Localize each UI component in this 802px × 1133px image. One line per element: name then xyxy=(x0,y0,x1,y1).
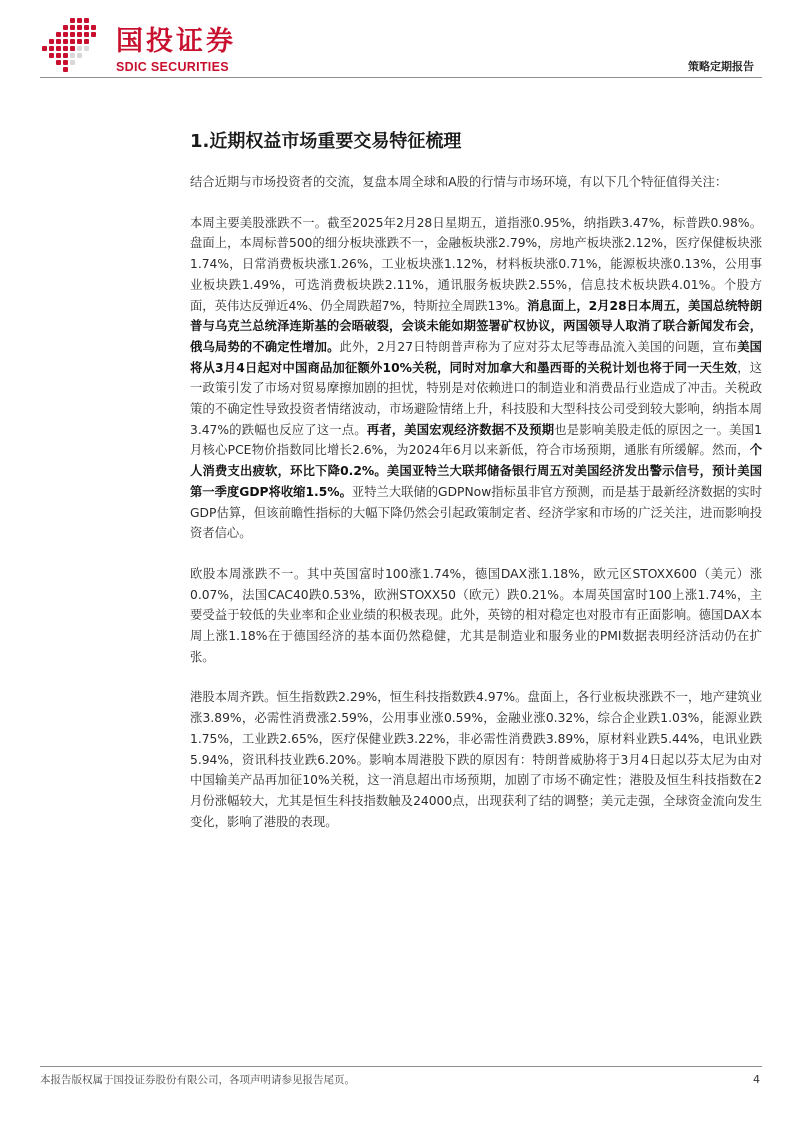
page-header xyxy=(0,0,802,84)
section-title: 1.近期权益市场重要交易特征梳理 xyxy=(190,131,462,152)
us-market-paragraph xyxy=(190,213,762,544)
report-type-label: 策略定期报告 xyxy=(688,60,754,73)
us-bold-3: 再者，美国宏观经济数据不及预期 xyxy=(366,422,555,437)
us-text-1: 本周主要美股涨跌不一。截至2025年2月28日星期五，道指涨0.95%，纳指跌3.47%，标普跌0.98%。盘面上，本周标普500的细分板块涨跌不一，金融板块涨2.79%，房地产板块涨2.12%，医疗保健板块涨1.74%，日常消费板块涨1.26%，工业板块涨1.12%，材料板块涨0.71%，能源板块涨0.13%，公用事业板块跌1.49%，可选消费板块跌2.11%，通讯服务板块跌2.55%，信息技术板块跌4.01%。个股方面，英伟达反弹近4%、仍全周跌超7%，特斯拉全周跌13%。 xyxy=(190,215,762,313)
header-divider xyxy=(40,77,762,78)
us-text-4: 也是影响美股走低的原因之一。美国1月核心PCE物价指数同比增长2.6%，为2024年6月以来新低，符合市场预期，通胀有所缓解。然而， xyxy=(190,422,762,458)
eu-market-paragraph: 欧股本周涨跌不一。其中英国富时100涨1.74%，德国DAX涨1.18%，欧元区STOXX600（美元）涨0.07%，法国CAC40跌0.53%，欧洲STOXX50（欧元）跌0.21%。本周英国富时100上涨1.74%，主要受益于较低的失业率和企业业绩的积极表现。此外，英镑的相对稳定也对股市有正面影响。德国DAX本周上涨1.18%在于德国经济的基本面仍然稳健，尤其是制造业和服务业的PMI数据表明经济活动仍在扩张。 xyxy=(190,566,762,664)
hk-market-paragraph: 港股本周齐跌。恒生指数跌2.29%，恒生科技指数跌4.97%。盘面上，各行业板块涨跌不一，地产建筑业涨3.89%，必需性消费涨2.59%，公用事业涨0.59%，金融业涨0.32%，综合企业跌1.03%，能源业跌1.75%，工业跌2.65%，医疗保健业跌3.22%，非必需性消费跌3.89%，原材料业跌5.44%，电讯业跌5.94%，资讯科技业跌6.20%。影响本周港股下跌的原因有：特朗普威胁将于3月4日起以芬太尼为由对中国输美产品再加征10%关税，这一消息超出市场预期，加剧了市场不确定性；港股及恒生科技指数在2月份涨幅较大，尤其是恒生科技指数触及24000点，出现获利了结的调整；美元走强，全球资金流向发生变化，影响了港股的表现。 xyxy=(190,690,762,829)
intro-paragraph: 结合近期与市场投资者的交流，复盘本周全球和A股的行情与市场环境，有以下几个特征值得关注： xyxy=(190,175,728,189)
us-text-5: 亚特兰大联储的GDPNow指标虽非官方预测，而是基于最新经济数据的实时GDP估算，但该前瞻性指标的大幅下降仍然会引起政策制定者、经济学家和市场的广泛关注，进而影响投资者信心。 xyxy=(190,484,762,541)
page-number: 4 xyxy=(753,1073,760,1086)
us-text-3: ，这一政策引发了市场对贸易摩擦加剧的担忧，特别是对依赖进口的制造业和消费品行业造成了冲击。关税政策的不确定性导致投资者情绪波动，市场避险情绪上升，科技股和大型科技公司受到较大影响，纳指本周3.47%的跌幅也反应了这一点。 xyxy=(190,360,762,437)
sdic-logo-icon xyxy=(40,16,102,78)
us-text-2: 此外，2月27日特朗普声称为了应对芬太尼等毒品流入美国的问题，宣布 xyxy=(339,339,738,354)
copyright-disclaimer: 本报告版权属于国投证券股份有限公司，各项声明请参见报告尾页。 xyxy=(40,1074,355,1086)
us-bold-4: 个人消费支出疲软，环比下降0.2%。美国亚特兰大联邦储备银行周五对美国经济发出警示信号，预计美国第一季度GDP将收缩1.5%。 xyxy=(190,443,762,499)
brand-name-cn: 国投证券 xyxy=(116,26,236,57)
footer-divider xyxy=(40,1066,762,1067)
report-body xyxy=(190,172,762,852)
brand-name-en: SDIC SECURITIES xyxy=(116,60,229,74)
us-bold-1: 消息面上，2月28日本周五，美国总统特朗普与乌克兰总统泽连斯基的会晤破裂，会谈未能如期签署矿权协议，两国领导人取消了联合新闻发布会，俄乌局势的不确定性增加。 xyxy=(190,298,762,354)
us-bold-2: 美国将从3月4日起对中国商品加征额外10%关税，同时对加拿大和墨西哥的关税计划也将于同一天生效 xyxy=(190,339,762,375)
